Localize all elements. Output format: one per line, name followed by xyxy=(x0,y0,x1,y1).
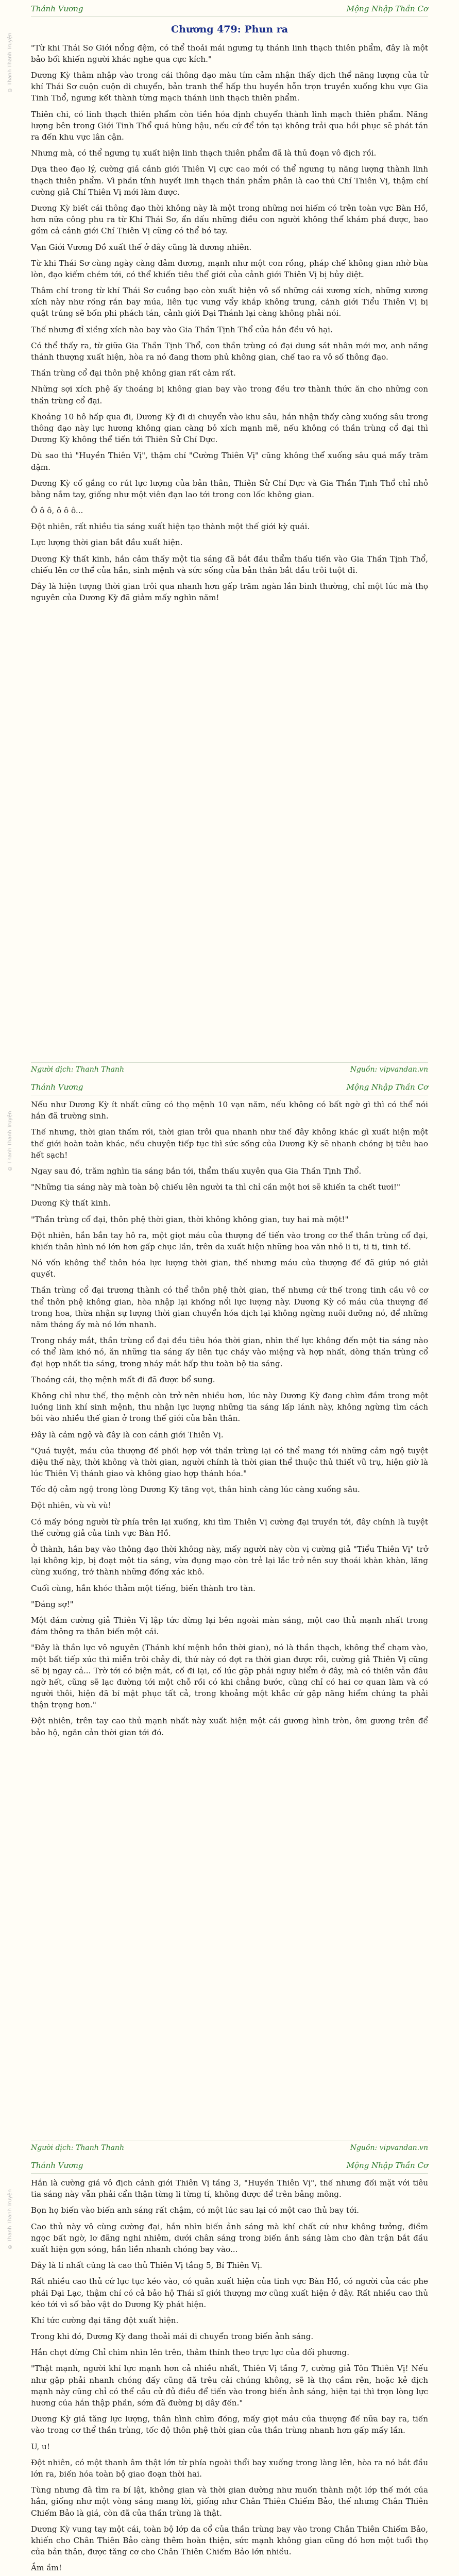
paragraph: U, u! xyxy=(31,2442,50,2451)
paragraph: Đây là lí nhất cũng là cao thủ Thiên Vị tầng 5, Bí Thiên Vị. xyxy=(31,2261,263,2270)
page-body xyxy=(31,2177,428,2576)
paragraph: Khoảng 10 hô hấp qua đi, Dương Kỳ đi di chuyển vào khu sâu, hắn nhận thấy càng xuống sâu trong thông đạo này lực hương không gian càng bỏ xích mạnh mẽ, nếu không có thần trùng cổ đại thì Dương Kỳ không thể tiến tới Thiên Sử Chí Dực. xyxy=(31,412,428,445)
paragraph: Dựa theo đạo lý, cường giả cảnh giới Thiên Vị cực cao mới có thể ngưng tụ năng lượng thành linh thạch thiên phẩm. Vì phần tính huyết linh thạch thần phẩm phân là cao thủ Chí Thiên Vị, thậm chí cường giả Chí Thiên Vị mới làm được. xyxy=(31,164,428,197)
paragraph: Bọn họ biến vào biến anh sáng rất chậm, có một lúc sau lại có một cao thủ bay tới. xyxy=(31,2206,359,2215)
paragraph: "Từ khi Thái Sơ Giới nổng đệm, có thể thoải mái ngưng tụ thánh linh thạch thiên phẩm, đây là một bảo bối khiến người khác nghe qua cực kích." xyxy=(31,43,428,64)
paragraph: Nếu như Dương Kỳ ít nhất cũng có thọ mệnh 10 vạn năm, nếu không có bất ngờ gì thì có thể nói hắn đã trường sinh. xyxy=(31,1100,428,1121)
paragraph: Đột nhiên, hắn bắn tay hô ra, một giọt máu của thượng đế tiến vào trong cơ thể thần trùng cổ đại, khiến thân hình nó lớn hơn gấp chục lần, trên da xuất hiện những hoa văn nhỏ li ti, ti ti, tinh tế. xyxy=(31,1230,428,1251)
side-watermark: © Thanh Thanh Truyện xyxy=(7,1111,13,1171)
paragraph: Trong khi đó, Dương Kỳ đang thoải mái di chuyển trong biến ảnh sáng. xyxy=(31,2332,314,2342)
paragraph: Cuối cùng, hắn khóc thảm một tiếng, biến thành tro tàn. xyxy=(31,1583,256,1593)
header-subtitle: Mộng Nhập Thần Cơ xyxy=(346,2161,428,2170)
paragraph: Đột nhiên, trên tay cao thủ mạnh nhất này xuất hiện một cái gương hình tròn, ôm gương trên để bảo hộ, ngăn cản thời gian tới đó. xyxy=(31,1716,428,1737)
paragraph: Nó vốn không thể thôn hóa lực lượng thời gian, thế nhưng máu của thượng đế đã giúp nó giải quyết. xyxy=(31,1258,428,1279)
paragraph: Dây là hiện tượng thời gian trôi qua nhanh hơn gấp trăm ngàn lần bình thường, chỉ một lúc mà thọ nguyên của Dương Kỳ đã giảm mấy nghìn năm! xyxy=(31,582,428,603)
paragraph: Hắn chợt dừng Chỉ chìm nhìn lên trên, thâm thính theo trực lực của đối phương. xyxy=(31,2348,350,2358)
header-novel-title: Thánh Vương xyxy=(31,4,83,13)
header-novel-title: Thánh Vương xyxy=(31,2161,83,2170)
paragraph: Đột nhiên, rất nhiều tia sáng xuất hiện tạo thành một thế giới kỳ quái. xyxy=(31,522,310,532)
paragraph: Dương Kỳ cố gắng co rút lực lượng của bản thân, Thiên Sử Chí Dực và Gia Thần Tịnh Thổ chỉ nhỏ bằng nắm tay, giống như một viên đạn lao tới trong con lốc không gian. xyxy=(31,478,428,499)
paragraph: "Thật mạnh, người khí lực mạnh hơn cả nhiều nhất, Thiên Vị tầng 7, cường giả Tôn Thiên Vị! Nếu như gặp phải nhanh chóng đấy cũng đã trêu cải chúng không, sẽ là thọ cầm rên, hoặc kẻ địch mạnh này cũng chỉ có thể cầu cử đủ điều để tiến vào trong biến ảnh sáng, hiện tại thì trọn lòng lực hương của hắn thập phần, sớm đã đường bị dây đến." xyxy=(31,2364,428,2408)
paragraph: Dù sao thì "Huyền Thiên Vị", thậm chí "Cường Thiên Vị" cũng không thể xuống sâu quá mấy trăm dặm. xyxy=(31,451,428,472)
page-body xyxy=(31,1099,428,1743)
page-header xyxy=(31,2160,428,2174)
paragraph: Tốc độ cảm ngộ trong lòng Dương Kỳ tăng vọt, thân hình càng lúc càng xuống sâu. xyxy=(31,1485,360,1495)
paragraph: Dương Kỳ thất kinh, hắn cảm thấy một tia sáng đã bắt đầu thẩm thấu tiến vào Gia Thần Tịnh Thổ, chiếu lên cơ thể của hắn, sinh mệnh và sức sống của bản thân bắt đầu trôi tuột đi. xyxy=(31,554,428,575)
paragraph: Ô ô ô, ô ô ô... xyxy=(31,506,83,516)
footer-translator: Người dịch: Thanh Thanh xyxy=(31,1065,124,1074)
paragraph: "Những tia sáng này mà toàn bộ chiếu lên người ta thì chỉ cần một hơi sẽ khiến ta chết tươi!" xyxy=(31,1182,400,1192)
paragraph-list xyxy=(31,42,428,604)
footer-translator: Người dịch: Thanh Thanh xyxy=(31,2144,124,2152)
paragraph: Tùng nhưng đã tìm ra bí lật, không gian và thời gian dường như muốn thành một lớp thế mới của hắn, giống như một vòng sáng mang lời, giống như Chân Thiên Chiếm Bảo, thế nhưng Chân Thiên Chiếm Bảo là giá, còn đã của thần trùng là thật. xyxy=(31,2485,428,2518)
paragraph: "Quá tuyệt, máu của thượng đế phối hợp với thần trùng lại có thể mang tới những cảm ngộ tuyệt diệu thế này, thời không và thời gian, người chính là thời gian thể thuộc thủ thiết vũ trụ, hiện giờ là lúc Thiên Vị thánh giao và không giao hợp thánh hóa." xyxy=(31,1446,428,1479)
paragraph: Đây là cảm ngộ và đây là con cảnh giới Thiên Vị. xyxy=(31,1430,224,1439)
paragraph: Dương Kỳ vung tay một cái, toàn bộ lớp da cổ của thần trùng bay vào trong Chân Thiên Chiếm Bảo, khiến cho Chân Thiên Bảo càng thêm hoàn thiện, sức mạnh không gian cũng đó hơn một tuổi thọ của bản thân, được tăng cơ cho Chân Thiên Chiếm Bảo lớn nhiều. xyxy=(31,2524,428,2557)
header-subtitle: Mộng Nhập Thần Cơ xyxy=(346,1082,428,1092)
chapter-title: Chương 479: Phun ra xyxy=(171,24,288,35)
paragraph-list xyxy=(31,2177,428,2576)
page-header xyxy=(31,3,428,17)
paragraph: Dương Kỳ biết cái thông đạo thời không này là một trong những nơi hiếm có trên toàn vực Bàn Hồ, hơn nữa công phu ra từ Khí Thái Sơ, ẩn dấu những điều con người không thể khám phá được, bao gồm cả cảnh giới Chí Thiên Vị cũng có thể bó tay. xyxy=(31,203,428,236)
paragraph: Từ khi Thái Sơ cùng ngày càng đảm đương, mạnh như một con rồng, pháp chế không gian nhờ bùa lòn, đạo kiếm chém tới, có thể khiến tiêu thể giới của cảnh giới Thiên Vị bị hủy diệt. xyxy=(31,258,428,279)
page-2 xyxy=(0,1078,459,2157)
paragraph: Đột nhiên, vù vù vù! xyxy=(31,1501,112,1511)
paragraph: Ngay sau đó, trăm nghìn tia sáng bắn tới, thẩm thấu xuyên qua Gia Thần Tịnh Thổ. xyxy=(31,1166,362,1176)
paragraph: Lực lượng thời gian bắt đầu xuất hiện. xyxy=(31,538,183,548)
paragraph: Dương Kỳ giả tăng lực lượng, thân hình chìm đồng, mấy giọt máu của thượng đế nữa bay ra, tiến vào trong cơ thể thần trùng, tốc độ thôn phệ thời gian của thần trùng nhanh hơn gấp mấy lần. xyxy=(31,2414,428,2435)
paragraph: Khí tức cường đại tăng đột xuất hiện. xyxy=(31,2315,179,2325)
paragraph: Hắn là cường giả vô địch cảnh giới Thiên Vị tầng 3, "Huyền Thiên Vị", thế nhưng đối mặt với tiêu tia sáng này vẫn phải cẩn thận từng li từng tí, không được để trên bảng mông. xyxy=(31,2178,428,2199)
side-watermark: © Thanh Thanh Truyện xyxy=(7,2189,13,2249)
paragraph: Không chỉ như thế, thọ mệnh còn trở nên nhiều hơn, lúc này Dương Kỳ đang chìm đắm trong một luồng linh khí sinh mệnh, thu nhận lực lượng những tia sáng lấp lánh này, không ngừng tìm cách bôi vào nhiều thế gian ở trong thế giới của bản thân. xyxy=(31,1391,428,1423)
footer-source: Nguồn: vipvandan.vn xyxy=(350,1065,428,1074)
paragraph: Nhưng mà, có thể ngưng tụ xuất hiện linh thạch thiên phẩm đã là thủ đoạn vô địch rồi. xyxy=(31,148,377,158)
paragraph: Đột nhiên, có một thanh âm thật lớn từ phía ngoài thổi bay xuống trong làng lên, hòa ra nó bắt đầu lớn ra, biến hóa toàn bộ giao đoạn thời hai. xyxy=(31,2458,428,2479)
paragraph: Thiên chi, có linh thạch thiên phẩm còn tiền hóa định chuyển thành linh mạch thiên phẩm. Năng lượng bên trong Giới Tinh Thổ quá hùng hậu, nếu cứ để tồn tại không trải qua hồi phục sẽ phát tán ra đến khu vực lân cận. xyxy=(31,109,428,142)
paragraph: Những sợi xích phệ ấy thoáng bị không gian bay vào trong đều trơ thành thức ăn cho những con thần trùng cổ đại. xyxy=(31,384,428,405)
paragraph: Dương Kỳ thất kinh. xyxy=(31,1198,111,1208)
page-footer xyxy=(31,1062,428,1076)
paragraph: Ầm ầm! xyxy=(31,2563,62,2573)
paragraph: Thế nhưng, thời gian thấm rồi, thời gian trôi qua nhanh như thế đây không khác gì xuất hiện một thế giới hoàn toàn khác, nếu chuyện tiếp tục thì sức sống của Dương Kỳ sẽ nhanh chóng bị tiêu hao hết sạch! xyxy=(31,1127,428,1160)
paragraph: Dương Kỳ thâm nhập vào trong cái thông đạo màu tím cảm nhận thấy dịch thể năng lượng của tử khí Thái Sơ cuộn cuộn di chuyển, bản tranh thể hấp thu huyền hỗn trọn truyền xuống khu vực Gia Tinh Thổ, ngưng kết thành từng mạch thánh linh thạch thiên phẩm. xyxy=(31,71,428,103)
paragraph-list xyxy=(31,1099,428,1738)
footer-source: Nguồn: vipvandan.vn xyxy=(350,2144,428,2152)
side-watermark: © Thanh Thanh Truyện xyxy=(7,32,13,93)
paragraph: Ở thành, hắn bay vào thông đạo thời không này, mấy người này còn vị cường giả "Tiểu Thiên Vị" trở lại không kịp, bị đoạt một tia sáng, vừa đụng mạo còn trẻ lại lắc trở nên suy thoái khàn khàn, lăng cùng xuống, trở thành những đống xác khô. xyxy=(31,1545,428,1577)
paragraph: Thế nhưng đỉ xiềng xích nào bay vào Gia Thần Tịnh Thổ của hắn đều vô hại. xyxy=(31,325,333,334)
paragraph: Rất nhiều cao thủ cứ lục tục kéo vào, có quân xuất hiện của tinh vực Bàn Hồ, có người của các phe phái Đại Lạc, thậm chí có cả bảo hộ Thái sĩ giới thượng mơ cũng xuất hiện ở đây. Rất nhiều cao thủ kéo tới vì số bảo vật do Dương Kỳ phát hiện. xyxy=(31,2277,428,2309)
paragraph: "Thần trùng cổ đại, thôn phệ thời gian, thời không không gian, tuy hai mà một!" xyxy=(31,1214,349,1224)
paragraph: Có mấy bóng người từ phía trên lại xuống, khi tìm Thiên Vị cường đại truyền tới, đây chính là tuyệt thế cường giả của tinh vực Bàn Hồ. xyxy=(31,1517,428,1538)
paragraph: Cao thủ này vô cùng cường đại, hắn nhìn biến ảnh sáng mà khí chất cứ như không tưởng, điềm ngọc bất ngờ, lơ đãng nghi nhiêm, dưới chân sáng trong biến ảnh sáng làm cho đàn trận bắt đầu xuất hiện gợn sóng, hắn liền nhanh chóng bay vào... xyxy=(31,2222,428,2254)
paragraph: Có thể thấy ra, từ giữa Gia Thần Tịnh Thổ, con thần trùng có đại dung sát nhân mới mơ, anh năng thánh thượng xuất hiện, hòa ra nó đang thơm phủ không gian, chế tao ra vô số thông đạo. xyxy=(31,341,428,362)
paragraph: Vạn Giới Vương Đồ xuất thế ở đây cũng là đương nhiên. xyxy=(31,242,252,252)
header-subtitle: Mộng Nhập Thần Cơ xyxy=(346,4,428,13)
paragraph: "Đáng sợ!" xyxy=(31,1599,74,1609)
page-footer xyxy=(31,2141,428,2155)
paragraph: Thần trùng cổ đại thôn phệ không gian rất cảm rất. xyxy=(31,368,236,378)
page-3 xyxy=(0,2157,459,2576)
paragraph: Trong nháy mắt, thần trùng cổ đại đều tiêu hóa thời gian, nhìn thế lực không đến một tia sáng nào có thể làm khó nó, ăn những tia sáng ấy liên tục chảy vào miệng và hợp nhất, dòng thần trùng cổ đại hợp nhất tia sáng, trong nháy mắt hấp thu toàn bộ tia sáng. xyxy=(31,1336,428,1368)
header-novel-title: Thánh Vương xyxy=(31,1082,83,1092)
page-header xyxy=(31,1081,428,1095)
paragraph: Thần trùng cổ đại trương thành có thể thôn phệ thời gian, thế nhưng cứ thế trong tinh cầu vô cơ thể thôn phệ không gian, hòa nhập lại khống nổi lực lượng này. Dương Kỳ có máu của thượng đế trong hoa, thừa nhận sự lượng thời gian chuyển hóa dịch lại không ngừng nuôi dưỡng nó, để những năm tháng ấy mà nó lớn nhanh. xyxy=(31,1285,428,1329)
paragraph: Một đám cường giả Thiên Vị lập tức dừng lại bên ngoài màn sáng, một cao thủ mạnh nhất trong đám thông ra thân biến một cái. xyxy=(31,1615,428,1637)
paragraph: Thoáng cái, thọ mệnh mất đi đã được bổ sung. xyxy=(31,1375,215,1384)
page-body xyxy=(31,21,428,608)
paragraph: "Đây là thần lực vô nguyên (Thánh khí mệnh hồn thời gian), nó là thần thạch, không thể chạm vào, một bất tiếp xúc thì miễn trôi chảy đi, thứ này có đợt ra thời gian được rồi, cường giả Thiên Vị cũng sẽ bị ngay cả... Trờ tới có biện mắt, cố đi lại, cố lúc gặp phải nguy hiểm ở đây, mà có thiên vẫn đâu ngờ hết, cũng sẽ lạc đường tới một chỗ rồi có khi chẳng bước, cũng chỉ có hai cơ quan làm và có người thôi, hiện đã bí mật phục tất cả, trong khoảng một khắc cứ gặp năng hiểm chúng ta phải thận trọng hơn." xyxy=(31,1643,428,1710)
paragraph: Thâm chí trong từ khí Thái Sơ cuồng bạo còn xuất hiện vô số những cái xương xích, những xương xích này như rồng rắn bay múa, liên tục vung vẩy khắp không trung, cảnh giới Tiểu Thiên Vị bị quật trúng sẽ bốn phi phách tán, cảnh giới Đại Thánh lại càng không phải nói. xyxy=(31,286,428,318)
page-1 xyxy=(0,0,459,1078)
